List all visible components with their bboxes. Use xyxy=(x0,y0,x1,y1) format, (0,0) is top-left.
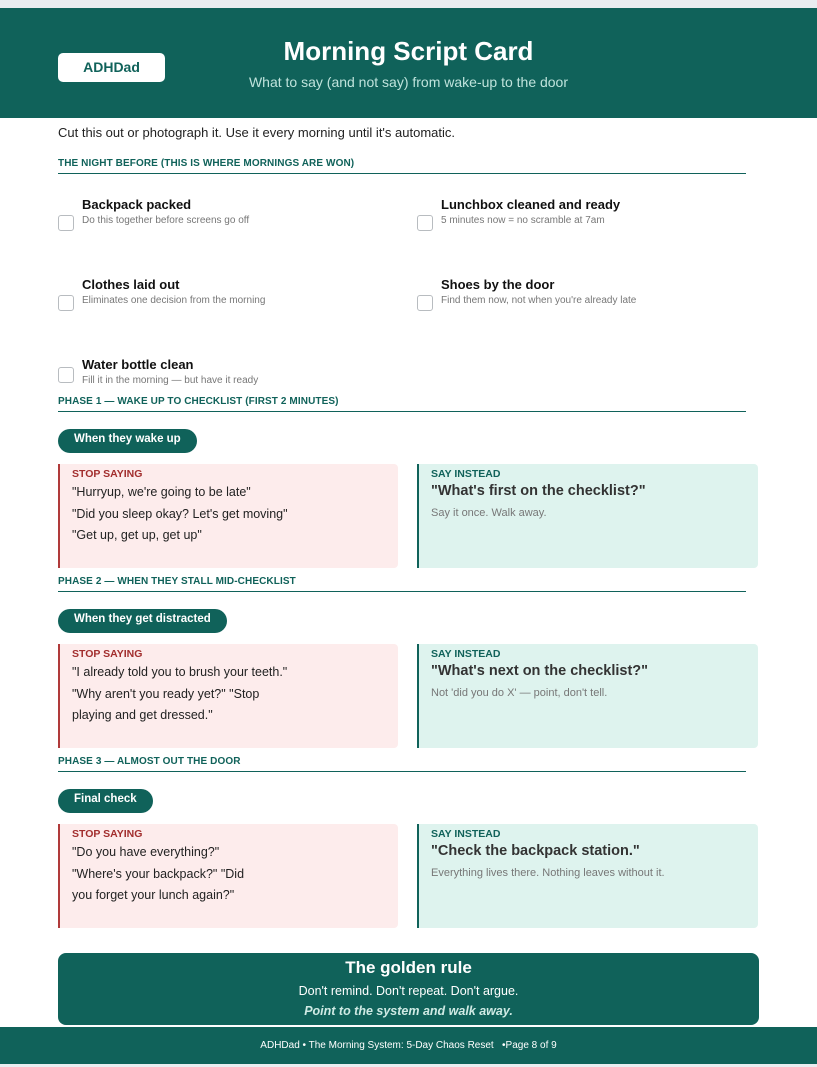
stop-saying-lines xyxy=(72,842,312,907)
checkbox-icon[interactable] xyxy=(417,295,433,311)
stop-line: "Where's your backpack?" "Did xyxy=(72,866,245,881)
phase-pill: Final check xyxy=(58,789,153,813)
section-heading-phase-2: PHASE 2 — WHEN THEY STALL MID-CHECKLIST xyxy=(58,576,746,592)
say-instead-note: Not 'did you do X' — point, don't tell. xyxy=(431,687,608,699)
checklist-item-subtitle: Find them now, not when you're already late xyxy=(441,295,637,306)
golden-rule-emphasis: Point to the system and walk away. xyxy=(304,1004,513,1018)
stop-line: you forget your lunch again?" xyxy=(72,888,235,902)
phase-pill: When they wake up xyxy=(58,429,197,453)
page xyxy=(0,8,817,1064)
checklist-item-subtitle: Do this together before screens go off xyxy=(82,215,250,226)
stop-saying-lines xyxy=(72,482,312,547)
golden-rule-title: The golden rule xyxy=(345,958,472,977)
stop-saying-box xyxy=(58,644,398,748)
stop-saying-label: STOP SAYING xyxy=(72,468,143,480)
page-title: Morning Script Card xyxy=(283,36,534,66)
checklist-item-title: Water bottle clean xyxy=(82,357,194,372)
say-instead-note: Say it once. Walk away. xyxy=(431,507,547,519)
checklist-item-subtitle: Eliminates one decision from the morning xyxy=(82,295,266,306)
stop-line: "I already told you to brush your teeth." xyxy=(72,665,288,679)
checklist-item-title: Clothes laid out xyxy=(82,277,180,292)
phase-pill: When they get distracted xyxy=(58,609,227,633)
checklist-item-title: Shoes by the door xyxy=(441,277,555,292)
section-heading-night-before: THE NIGHT BEFORE (THIS IS WHERE MORNINGS ARE WON) xyxy=(58,158,746,174)
header-banner xyxy=(0,8,817,118)
stop-saying-lines xyxy=(72,662,312,727)
checkbox-icon[interactable] xyxy=(58,367,74,383)
stop-line: "Do you have everything?" xyxy=(72,845,220,859)
say-instead-box xyxy=(417,464,758,568)
stop-saying-label: STOP SAYING xyxy=(72,648,143,660)
say-instead-box xyxy=(417,824,758,928)
intro-text: Cut this out or photograph it. Use it every morning until it's automatic. xyxy=(58,125,456,140)
golden-rule-line: Don't remind. Don't repeat. Don't argue. xyxy=(298,984,519,998)
say-instead-label: SAY INSTEAD xyxy=(431,648,501,660)
golden-rule-box xyxy=(58,953,759,1025)
checkbox-icon[interactable] xyxy=(58,295,74,311)
stop-line: "Did you sleep okay? Let's get moving" xyxy=(72,506,288,521)
stop-line: "Hurryup, we're going to be late" xyxy=(72,485,251,499)
say-instead-quote: "What's first on the checklist?" xyxy=(431,483,646,499)
checkbox-icon[interactable] xyxy=(58,215,74,231)
say-instead-quote: "What's next on the checklist?" xyxy=(431,663,649,679)
checklist-item-title: Backpack packed xyxy=(82,197,192,212)
checklist-item-subtitle: 5 minutes now = no scramble at 7am xyxy=(441,215,605,226)
stop-line: playing and get dressed." xyxy=(72,708,213,722)
section-heading-phase-1: PHASE 1 — WAKE UP TO CHECKLIST (FIRST 2 MINUTES) xyxy=(58,396,746,412)
stop-saying-label: STOP SAYING xyxy=(72,828,143,840)
stop-saying-box xyxy=(58,824,398,928)
checkbox-icon[interactable] xyxy=(417,215,433,231)
page-subtitle: What to say (and not say) from wake-up to the door xyxy=(248,74,569,90)
say-instead-quote: "Check the backpack station." xyxy=(431,843,640,859)
stop-line: "Get up, get up, get up" xyxy=(72,528,202,542)
footer xyxy=(0,1027,817,1064)
stop-line: "Why aren't you ready yet?" "Stop xyxy=(72,686,260,701)
checklist-item-title: Lunchbox cleaned and ready xyxy=(441,197,621,212)
say-instead-box xyxy=(417,644,758,748)
checklist-item-subtitle: Fill it in the morning — but have it ready xyxy=(82,375,259,386)
say-instead-label: SAY INSTEAD xyxy=(431,468,501,480)
say-instead-note: Everything lives there. Nothing leaves without it. xyxy=(431,867,665,879)
logo-badge: ADHDad xyxy=(58,53,165,82)
section-heading-phase-3: PHASE 3 — ALMOST OUT THE DOOR xyxy=(58,756,746,772)
stop-saying-box xyxy=(58,464,398,568)
footer-text: ADHDad • The Morning System: 5-Day Chaos Reset •Page 8 of 9 xyxy=(260,1040,557,1051)
say-instead-label: SAY INSTEAD xyxy=(431,828,501,840)
